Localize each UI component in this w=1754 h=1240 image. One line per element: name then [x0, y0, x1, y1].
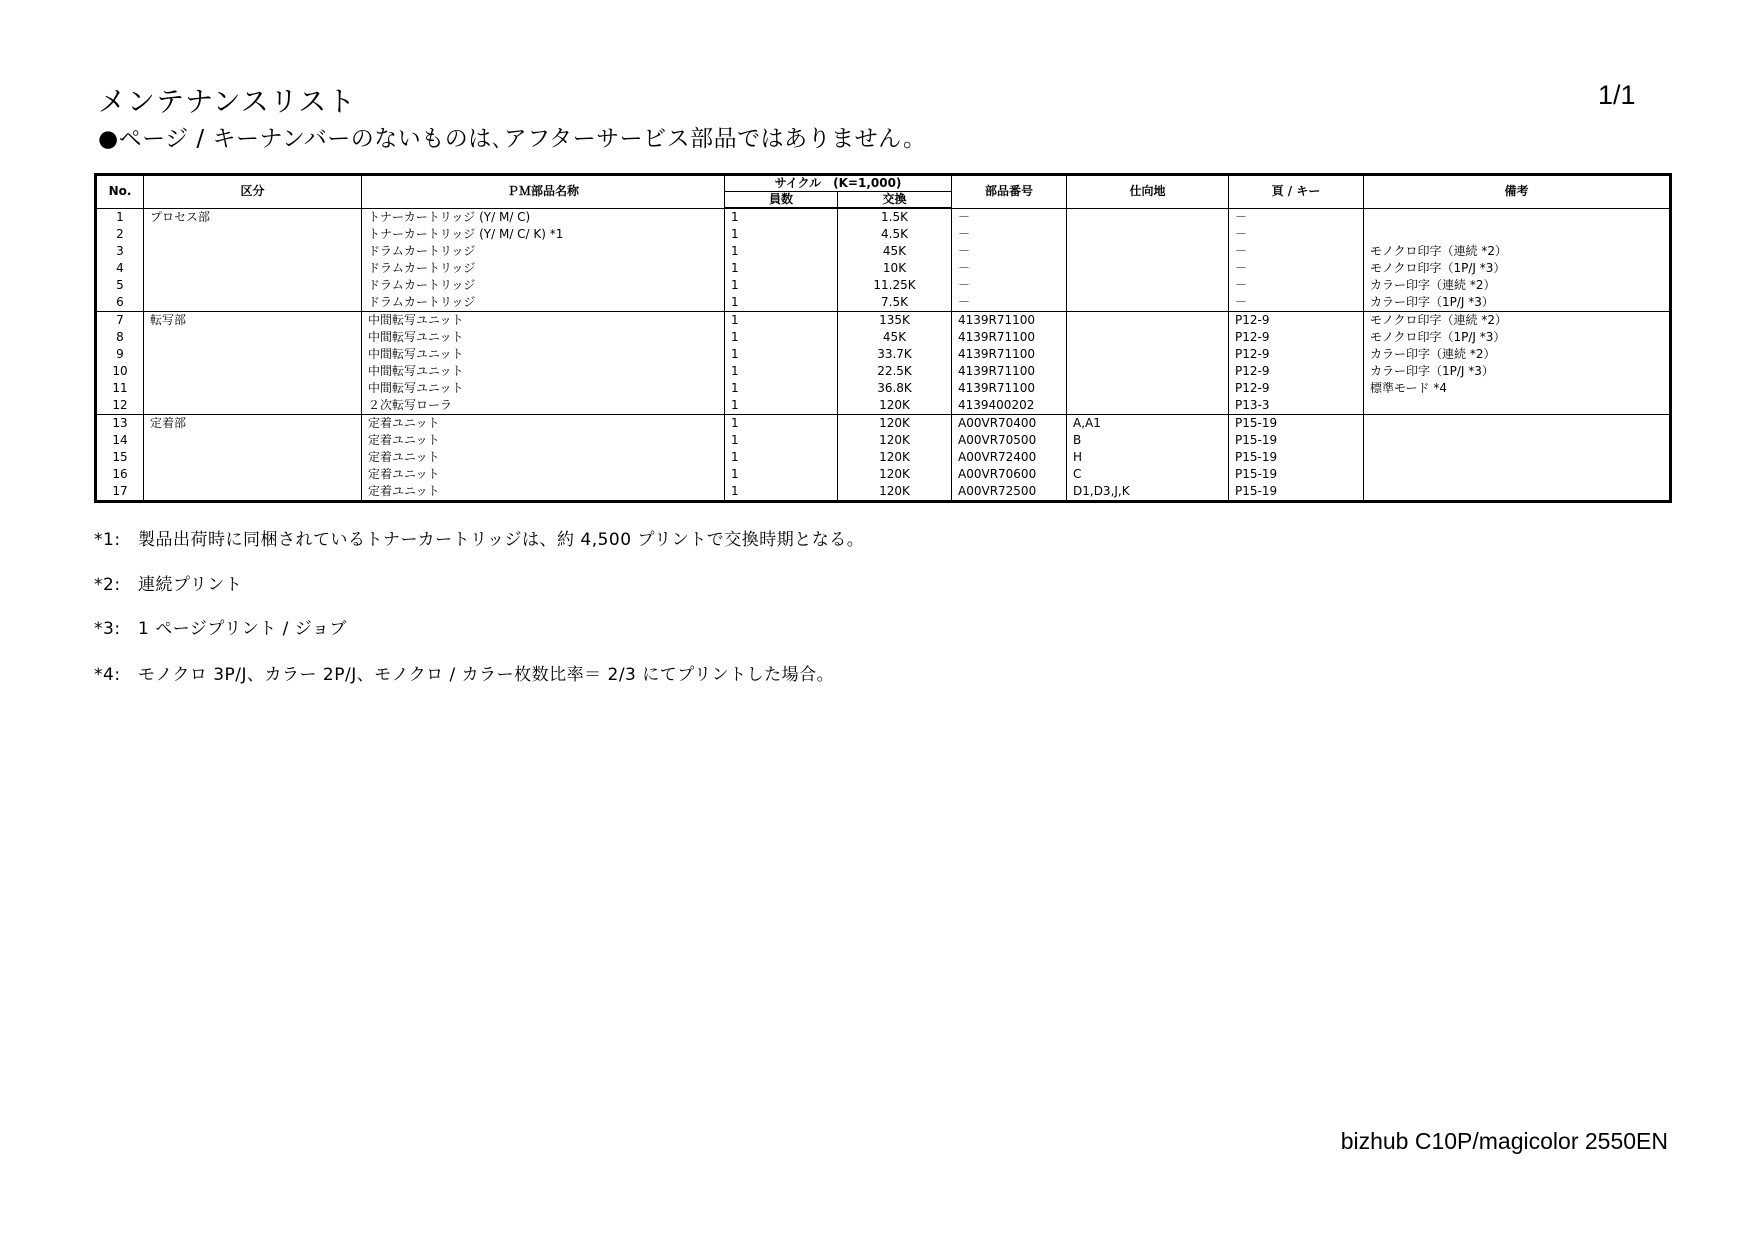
row-part-number: A00VR70400	[952, 415, 1067, 433]
header-page-key: 頁 / キー	[1229, 175, 1364, 209]
row-quantity: 1	[725, 312, 838, 330]
header-category: 区分	[144, 175, 362, 209]
row-destination	[1067, 277, 1229, 294]
row-remarks	[1364, 415, 1671, 433]
row-quantity: 1	[725, 346, 838, 363]
row-number: 3	[96, 243, 144, 260]
row-remarks: カラー印字（1P/J *3）	[1364, 294, 1671, 312]
row-number: 5	[96, 277, 144, 294]
header-remarks: 備考	[1364, 175, 1671, 209]
table-row	[96, 466, 1671, 483]
row-destination	[1067, 226, 1229, 243]
header-exchange: 交換	[838, 192, 952, 209]
table-row	[96, 243, 1671, 260]
row-part-name: ドラムカートリッジ	[362, 243, 725, 260]
row-quantity: 1	[725, 380, 838, 397]
row-part-number: 4139R71100	[952, 363, 1067, 380]
row-destination	[1067, 346, 1229, 363]
page-subtitle: ●ページ / キーナンバーのないものは､アフターサービス部品ではありません。	[98, 126, 927, 152]
row-part-name: 定着ユニット	[362, 432, 725, 449]
row-remarks: モノクロ印字（連続 *2）	[1364, 243, 1671, 260]
row-exchange-cycle: 22.5K	[838, 363, 952, 380]
row-destination	[1067, 380, 1229, 397]
row-page-key: P13-3	[1229, 397, 1364, 415]
row-exchange-cycle: 45K	[838, 243, 952, 260]
row-part-number: A00VR70600	[952, 466, 1067, 483]
table-row	[96, 277, 1671, 294]
row-quantity: 1	[725, 449, 838, 466]
row-quantity: 1	[725, 260, 838, 277]
row-quantity: 1	[725, 294, 838, 312]
row-category: プロセス部	[144, 208, 362, 226]
row-page-key: －	[1229, 226, 1364, 243]
row-category	[144, 432, 362, 449]
row-exchange-cycle: 45K	[838, 329, 952, 346]
row-exchange-cycle: 1.5K	[838, 208, 952, 226]
row-remarks	[1364, 483, 1671, 502]
header-no: No.	[96, 175, 144, 209]
row-page-key: －	[1229, 243, 1364, 260]
row-remarks: 標準モード *4	[1364, 380, 1671, 397]
row-exchange-cycle: 11.25K	[838, 277, 952, 294]
row-exchange-cycle: 120K	[838, 466, 952, 483]
row-category	[144, 329, 362, 346]
row-destination	[1067, 208, 1229, 226]
row-number: 17	[96, 483, 144, 502]
row-remarks: カラー印字（1P/J *3）	[1364, 363, 1671, 380]
row-category	[144, 363, 362, 380]
row-part-number: 4139R71100	[952, 380, 1067, 397]
row-part-name: ドラムカートリッジ	[362, 260, 725, 277]
row-part-number: A00VR72400	[952, 449, 1067, 466]
footnote	[94, 614, 347, 639]
row-category	[144, 466, 362, 483]
row-quantity: 1	[725, 397, 838, 415]
row-page-key: －	[1229, 294, 1364, 312]
row-exchange-cycle: 120K	[838, 483, 952, 502]
row-destination	[1067, 294, 1229, 312]
row-part-number: －	[952, 277, 1067, 294]
table-row	[96, 483, 1671, 502]
row-quantity: 1	[725, 226, 838, 243]
row-exchange-cycle: 7.5K	[838, 294, 952, 312]
row-page-key: P15-19	[1229, 449, 1364, 466]
row-exchange-cycle: 33.7K	[838, 346, 952, 363]
header-pm-name: ＰＭ部品名称	[362, 175, 725, 209]
footnote-mark: *2:	[94, 575, 121, 595]
row-remarks: カラー印字（連続 *2）	[1364, 277, 1671, 294]
row-quantity: 1	[725, 483, 838, 502]
footnote	[94, 525, 864, 550]
row-destination	[1067, 312, 1229, 330]
row-destination	[1067, 397, 1229, 415]
row-quantity: 1	[725, 243, 838, 260]
row-category	[144, 380, 362, 397]
row-destination: H	[1067, 449, 1229, 466]
row-part-number: 4139400202	[952, 397, 1067, 415]
row-page-key: P12-9	[1229, 346, 1364, 363]
row-page-key: P12-9	[1229, 380, 1364, 397]
footnote-text: モノクロ 3P/J、カラー 2P/J、モノクロ / カラー枚数比率＝ 2/3 にてプリントした場合。	[138, 665, 835, 685]
row-destination: A,A1	[1067, 415, 1229, 433]
footnote	[94, 660, 834, 685]
row-part-number: A00VR72500	[952, 483, 1067, 502]
row-part-name: 定着ユニット	[362, 483, 725, 502]
row-page-key: P15-19	[1229, 432, 1364, 449]
row-remarks	[1364, 397, 1671, 415]
table-row	[96, 363, 1671, 380]
row-quantity: 1	[725, 415, 838, 433]
row-category	[144, 294, 362, 312]
table-row	[96, 208, 1671, 226]
row-part-number: A00VR70500	[952, 432, 1067, 449]
footnote-text: 1 ページプリント / ジョブ	[138, 619, 347, 639]
row-part-number: －	[952, 226, 1067, 243]
row-remarks	[1364, 226, 1671, 243]
row-page-key: －	[1229, 208, 1364, 226]
row-number: 16	[96, 466, 144, 483]
row-number: 10	[96, 363, 144, 380]
table-row	[96, 294, 1671, 312]
row-category: 転写部	[144, 312, 362, 330]
row-number: 15	[96, 449, 144, 466]
table-row	[96, 346, 1671, 363]
row-remarks: モノクロ印字（1P/J *3）	[1364, 260, 1671, 277]
row-exchange-cycle: 10K	[838, 260, 952, 277]
row-part-name: 中間転写ユニット	[362, 346, 725, 363]
row-number: 11	[96, 380, 144, 397]
table-row	[96, 380, 1671, 397]
row-destination: D1,D3,J,K	[1067, 483, 1229, 502]
footnote-text: 製品出荷時に同梱されているトナーカートリッジは、約 4,500 プリントで交換時期となる。	[138, 530, 865, 550]
row-exchange-cycle: 4.5K	[838, 226, 952, 243]
row-part-name: ２次転写ローラ	[362, 397, 725, 415]
row-category	[144, 226, 362, 243]
header-qty: 員数	[725, 192, 838, 209]
footnote-mark: *4:	[94, 665, 121, 685]
row-remarks: モノクロ印字（連続 *2）	[1364, 312, 1671, 330]
row-page-key: P15-19	[1229, 483, 1364, 502]
row-part-name: ドラムカートリッジ	[362, 294, 725, 312]
row-category: 定着部	[144, 415, 362, 433]
maintenance-table	[94, 173, 1672, 503]
row-destination: B	[1067, 432, 1229, 449]
row-page-key: －	[1229, 260, 1364, 277]
row-part-name: ドラムカートリッジ	[362, 277, 725, 294]
row-category	[144, 397, 362, 415]
table-row	[96, 312, 1671, 330]
row-exchange-cycle: 36.8K	[838, 380, 952, 397]
row-part-number: －	[952, 260, 1067, 277]
row-part-name: トナーカートリッジ (Y/ M/ C/ K) *1	[362, 226, 725, 243]
row-quantity: 1	[725, 208, 838, 226]
row-part-name: トナーカートリッジ (Y/ M/ C)	[362, 208, 725, 226]
page-number: 1/1	[1598, 80, 1636, 110]
row-number: 7	[96, 312, 144, 330]
row-part-number: 4139R71100	[952, 312, 1067, 330]
table-row	[96, 449, 1671, 466]
row-exchange-cycle: 120K	[838, 449, 952, 466]
row-part-number: 4139R71100	[952, 329, 1067, 346]
row-number: 2	[96, 226, 144, 243]
table-body	[96, 208, 1671, 502]
row-page-key: P12-9	[1229, 363, 1364, 380]
row-quantity: 1	[725, 432, 838, 449]
model-name-footer: bizhub C10P/magicolor 2550EN	[1340, 1128, 1668, 1154]
row-page-key: －	[1229, 277, 1364, 294]
row-destination	[1067, 363, 1229, 380]
row-part-name: 中間転写ユニット	[362, 363, 725, 380]
row-quantity: 1	[725, 466, 838, 483]
row-category	[144, 346, 362, 363]
row-part-number: －	[952, 208, 1067, 226]
row-number: 13	[96, 415, 144, 433]
row-number: 1	[96, 208, 144, 226]
row-number: 14	[96, 432, 144, 449]
footnote-mark: *3:	[94, 619, 121, 639]
row-category	[144, 449, 362, 466]
row-exchange-cycle: 120K	[838, 432, 952, 449]
row-destination: C	[1067, 466, 1229, 483]
row-part-name: 中間転写ユニット	[362, 312, 725, 330]
row-part-name: 定着ユニット	[362, 449, 725, 466]
row-number: 6	[96, 294, 144, 312]
row-category	[144, 243, 362, 260]
footnote	[94, 570, 242, 595]
row-destination	[1067, 329, 1229, 346]
page-title: メンテナンスリスト	[98, 85, 357, 118]
row-remarks: カラー印字（連続 *2）	[1364, 346, 1671, 363]
row-number: 9	[96, 346, 144, 363]
row-part-name: 中間転写ユニット	[362, 329, 725, 346]
header-part-number: 部品番号	[952, 175, 1067, 209]
row-destination	[1067, 260, 1229, 277]
table-row	[96, 415, 1671, 433]
row-quantity: 1	[725, 363, 838, 380]
row-part-number: －	[952, 294, 1067, 312]
row-number: 8	[96, 329, 144, 346]
row-page-key: P15-19	[1229, 415, 1364, 433]
row-category	[144, 483, 362, 502]
row-page-key: P12-9	[1229, 312, 1364, 330]
row-exchange-cycle: 135K	[838, 312, 952, 330]
row-category	[144, 260, 362, 277]
table-row	[96, 260, 1671, 277]
header-destination: 仕向地	[1067, 175, 1229, 209]
row-destination	[1067, 243, 1229, 260]
row-part-name: 定着ユニット	[362, 415, 725, 433]
row-number: 4	[96, 260, 144, 277]
row-remarks	[1364, 432, 1671, 449]
footnote-text: 連続プリント	[138, 575, 243, 595]
row-page-key: P15-19	[1229, 466, 1364, 483]
row-quantity: 1	[725, 329, 838, 346]
row-category	[144, 277, 362, 294]
row-part-name: 中間転写ユニット	[362, 380, 725, 397]
header-cycle: サイクル (K=1,000)	[725, 175, 952, 192]
row-part-number: 4139R71100	[952, 346, 1067, 363]
footnote-mark: *1:	[94, 530, 121, 550]
row-remarks	[1364, 466, 1671, 483]
row-exchange-cycle: 120K	[838, 415, 952, 433]
table-row	[96, 397, 1671, 415]
row-page-key: P12-9	[1229, 329, 1364, 346]
row-number: 12	[96, 397, 144, 415]
row-quantity: 1	[725, 277, 838, 294]
row-remarks: モノクロ印字（1P/J *3）	[1364, 329, 1671, 346]
table-row	[96, 329, 1671, 346]
table-row	[96, 226, 1671, 243]
row-exchange-cycle: 120K	[838, 397, 952, 415]
row-part-number: －	[952, 243, 1067, 260]
table-row	[96, 432, 1671, 449]
row-remarks	[1364, 449, 1671, 466]
row-part-name: 定着ユニット	[362, 466, 725, 483]
row-remarks	[1364, 208, 1671, 226]
